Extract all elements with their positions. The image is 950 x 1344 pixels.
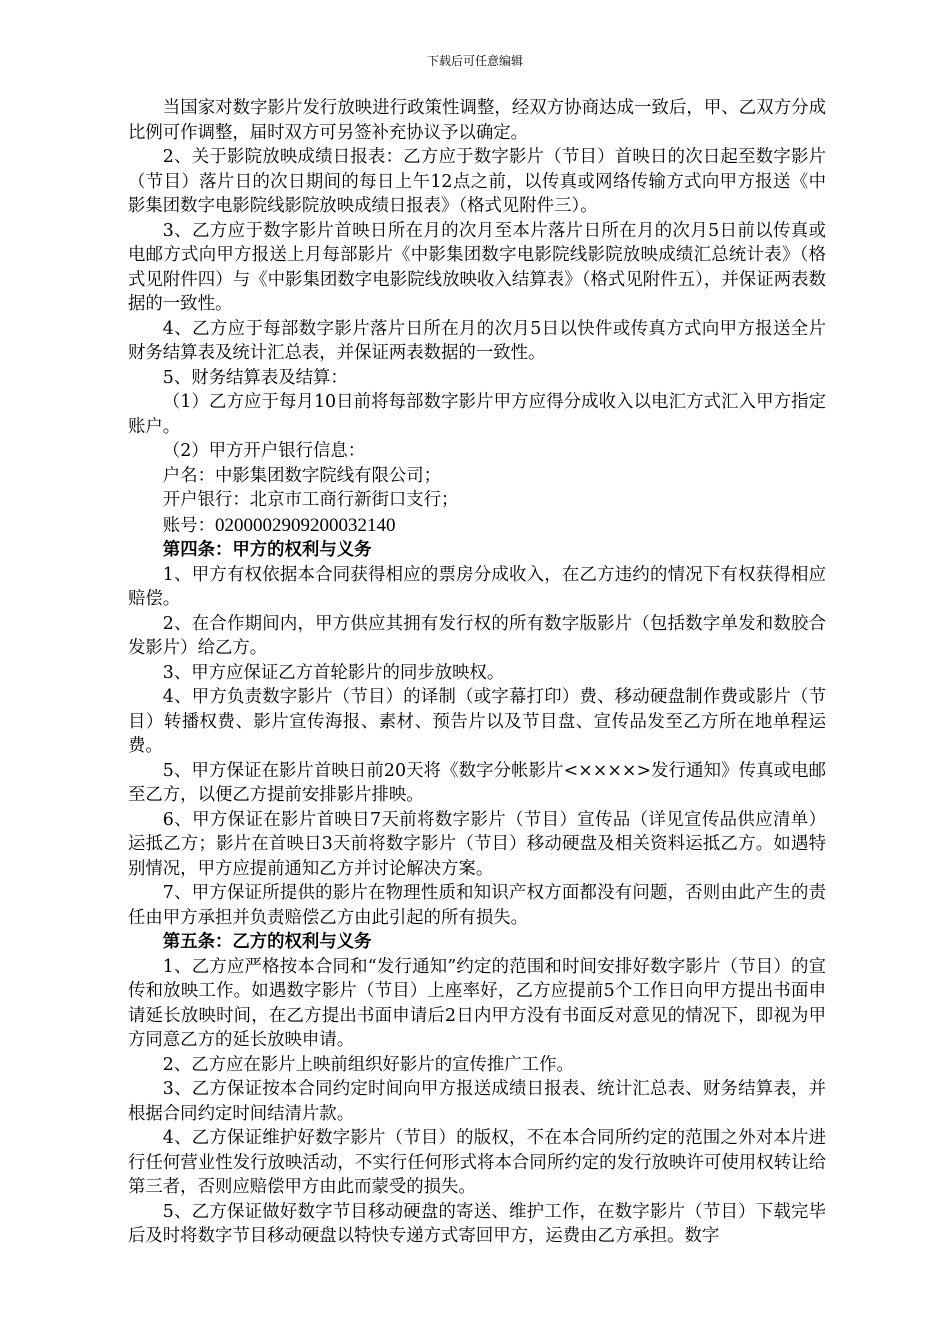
section-5-title: 第五条：乙方的权利与义务	[162, 932, 372, 952]
paragraph: 2、乙方应在影片上映前组织好影片的宣传推广工作。	[162, 1054, 574, 1075]
paragraph: 1、乙方应严格按本合同和“发行通知”约定的范围和时间安排好数字影片（节目）的宣传和放映工作。如遇数字影片（节目）上座率好，乙方应提前5个工作日向甲方提出书面申请延长放映时间，在乙方提出书面申请后2日内甲方没有书面反对意见的情况下，即视为甲方同意乙方的延长放映申请。	[128, 956, 826, 1050]
account-number: 0200002909200032140	[214, 514, 396, 536]
account-label: 账号：	[162, 514, 215, 535]
paragraph: 3、乙方应于数字影片首映日所在月的次月至本片落片日所在月的次月5日前以传真或电邮方式向甲方报送上月每部影片《中影集团数字电影院线影院放映成绩汇总统计表》（格式见附件四）与《中影集团数字电影院线放映收入结算表》（格式见附件五），并保证两表数据的一致性。	[128, 220, 826, 314]
paragraph: 2、在合作期间内，甲方供应其拥有发行权的所有数字版影片（包括数字单发和数胶合发影片）给乙方。	[128, 613, 826, 658]
paragraph: 2、关于影院放映成绩日报表：乙方应于数字影片（节目）首映日的次日起至数字影片（节目）落片日的次日期间的每日上午12点之前，以传真或网络传输方式向甲方报送《中影集团数字电影院线影院放映成绩日报表》（格式见附件三）。	[128, 147, 826, 216]
paragraph: 5、财务结算表及结算：	[162, 367, 348, 388]
paragraph: 1、甲方有权依据本合同获得相应的票房分成收入，在乙方违约的情况下有权获得相应赔偿。	[128, 564, 826, 609]
paragraph: 7、甲方保证所提供的影片在物理性质和知识产权方面都没有问题，否则由此产生的责任由甲方承担并负责赔偿乙方由此引起的所有损失。	[128, 883, 826, 928]
document-body	[128, 96, 826, 1249]
paragraph: 6、甲方保证在影片首映日7天前将数字影片（节目）宣传品（详见宣传品供应清单）运抵乙方；影片在首映日3天前将数字影片（节目）移动硬盘及相关资料运抵乙方。如遇特别情况，甲方应提前通知乙方并讨论解决方案。	[128, 809, 826, 879]
section-4-title: 第四条：甲方的权利与义务	[162, 540, 372, 560]
paragraph: 5、乙方保证做好数字节目移动硬盘的寄送、维护工作，在数字影片（节目）下载完毕后及时将数字节目移动硬盘以特快专递方式寄回甲方，运费由乙方承担。数字	[128, 1201, 826, 1246]
page-header: 下载后可任意编辑	[426, 54, 523, 68]
account-line	[128, 513, 826, 539]
paragraph: 当国家对数字影片发行放映进行政策性调整，经双方协商达成一致后，甲、乙双方分成比例可作调整，届时双方可另签补充协议予以确定。	[128, 98, 826, 143]
paragraph: 5、甲方保证在影片首映日前20天将《数字分帐影片<××××>发行通知》传真或电邮至乙方，以便乙方提前安排影片排映。	[128, 760, 826, 805]
paragraph: 户名：中影集团数字院线有限公司；	[162, 465, 442, 486]
paragraph: （1）乙方应于每月10日前将每部数字影片甲方应得分成收入以电汇方式汇入甲方指定账户。	[128, 392, 826, 437]
paragraph: 4、乙方应于每部数字影片落片日所在月的次月5日以快件或传真方式向甲方报送全片财务结算表及统计汇总表，并保证两表数据的一致性。	[128, 318, 826, 363]
paragraph: 4、乙方保证维护好数字影片（节目）的版权，不在本合同所约定的范围之外对本片进行任何营业性发行放映活动，不实行任何形式将本合同所约定的发行放映许可使用权转让给第三者，否则应赔偿甲方由此而蒙受的损失。	[128, 1128, 826, 1197]
paragraph: 4、甲方负责数字影片（节目）的译制（或字幕打印）费、移动硬盘制作费或影片（节目）转播权费、影片宣传海报、素材、预告片以及节目盘、宣传品发至乙方所在地单程运费。	[128, 687, 826, 756]
paragraph: 3、甲方应保证乙方首轮影片的同步放映权。	[162, 662, 505, 683]
paragraph: （2）甲方开户银行信息：	[162, 441, 366, 461]
paragraph: 开户银行：北京市工商行新街口支行；	[162, 490, 459, 510]
paragraph: 3、乙方保证按本合同约定时间向甲方报送成绩日报表、统计汇总表、财务结算表，并根据合同约定时间结清片款。	[128, 1079, 826, 1124]
